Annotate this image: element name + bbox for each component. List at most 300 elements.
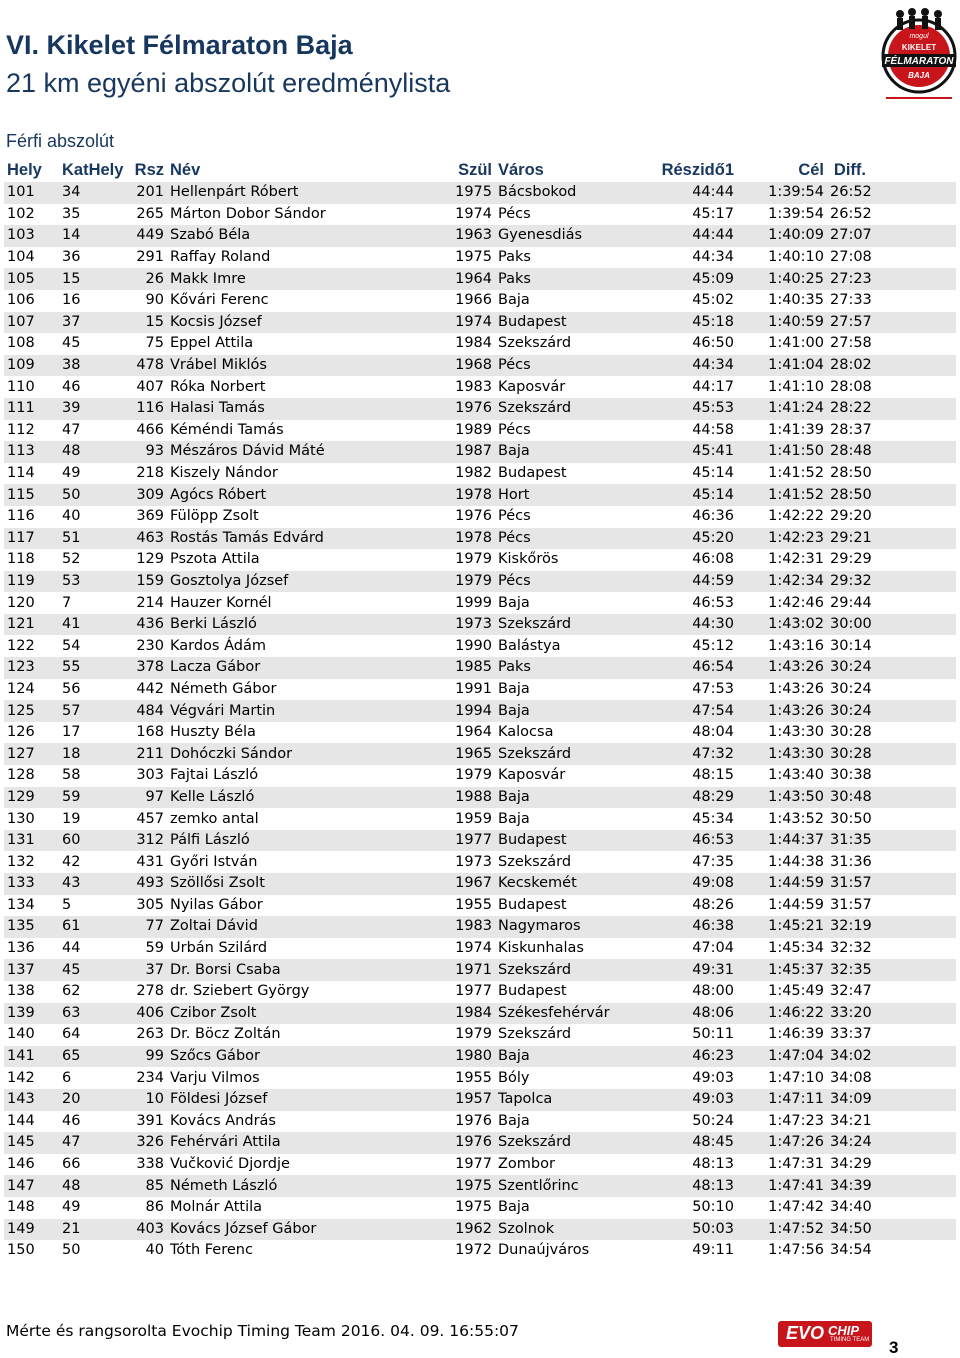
cell-varos: Budapest (498, 983, 567, 1000)
table-row (4, 743, 956, 765)
cell-cel: 1:41:39 (768, 421, 824, 438)
table-row (4, 765, 956, 787)
results-table (4, 158, 956, 1262)
cell-rsz: 493 (115, 873, 167, 895)
cell-varos: Dunaújváros (498, 1242, 590, 1259)
cell-varos: Szekszárd (495, 743, 623, 765)
cell-szul: 1968 (433, 355, 495, 377)
cell-cel: 1:44:37 (737, 830, 827, 852)
cell-rsz: 466 (136, 421, 164, 438)
cell-kathely: 17 (62, 724, 81, 741)
cell-reszido1: 48:13 (623, 1175, 737, 1197)
cell-diff: 26:52 (830, 205, 872, 222)
cell-varos: Szekszárd (498, 1026, 572, 1043)
cell-cel: 1:43:26 (737, 700, 827, 722)
cell-hely: 111 (4, 398, 59, 420)
cell-hely: 101 (4, 182, 59, 204)
cell-kathely: 61 (59, 916, 115, 938)
cell-szul: 1983 (455, 378, 492, 395)
cell-rsz: 234 (136, 1069, 164, 1086)
cell-kathely: 45 (62, 335, 81, 352)
cell-reszido1: 48:00 (692, 983, 734, 1000)
cell-rsz: 129 (136, 551, 164, 568)
cell-diff: 33:20 (827, 1003, 956, 1025)
cell-nev: Kardos Ádám (170, 637, 266, 654)
cell-nev: Dr. Böcz Zoltán (170, 1026, 281, 1043)
cell-reszido1: 50:03 (623, 1219, 737, 1241)
cell-szul: 1985 (433, 657, 495, 679)
cell-varos: Szekszárd (495, 614, 623, 636)
table-row (4, 182, 956, 204)
cell-cel: 1:47:41 (737, 1175, 827, 1197)
cell-hely: 118 (7, 551, 35, 568)
cell-cel: 1:44:59 (768, 896, 824, 913)
table-row (4, 1197, 956, 1219)
cell-rsz: 309 (115, 484, 167, 506)
cell-cel: 1:43:30 (737, 743, 827, 765)
footer-text: Mérte és rangsorolta Evochip Timing Team 2016. 04. 09. 16:55:07 (6, 1322, 519, 1340)
cell-szul: 1966 (455, 292, 492, 309)
table-row (4, 938, 956, 960)
cell-nev: Végvári Martin (167, 700, 433, 722)
table-row (4, 787, 956, 809)
cell-reszido1: 45:41 (623, 441, 737, 463)
cell-cel: 1:41:52 (737, 484, 827, 506)
cell-szul: 1978 (433, 484, 495, 506)
evochip-brand-chip: CHIP (828, 1323, 860, 1338)
cell-hely: 149 (4, 1219, 59, 1241)
cell-nev: Pszota Attila (170, 551, 260, 568)
cell-kathely: 46 (62, 1112, 81, 1129)
cell-rsz: 312 (115, 830, 167, 852)
cell-cel: 1:41:00 (768, 335, 824, 352)
cell-szul: 1957 (433, 1089, 495, 1111)
cell-szul: 1974 (433, 312, 495, 334)
cell-hely: 135 (4, 916, 59, 938)
cell-varos: Pécs (498, 508, 531, 525)
cell-diff: 28:50 (830, 465, 872, 482)
cell-varos: Kiskunhalas (498, 940, 584, 957)
cell-nev: Szöllősi Zsolt (167, 873, 433, 895)
cell-szul: 1963 (433, 225, 495, 247)
cell-nev: Fajtai László (170, 767, 259, 784)
cell-rsz: 168 (136, 724, 164, 741)
cell-cel: 1:47:52 (737, 1219, 827, 1241)
table-row (4, 463, 956, 485)
cell-kathely: 18 (59, 743, 115, 765)
cell-kathely: 44 (62, 940, 81, 957)
cell-kathely: 34 (59, 182, 115, 204)
cell-diff: 31:57 (830, 896, 872, 913)
cell-varos: Baja (495, 1046, 623, 1068)
cell-diff: 30:24 (827, 700, 956, 722)
cell-rsz: 214 (136, 594, 164, 611)
cell-szul: 1955 (455, 1069, 492, 1086)
cell-cel: 1:44:38 (768, 853, 824, 870)
logo-line2: FÉLMARATON (884, 56, 954, 67)
cell-reszido1: 45:14 (692, 465, 734, 482)
table-row (4, 225, 956, 247)
cell-rsz: 218 (136, 465, 164, 482)
cell-nev: Hellenpárt Róbert (167, 182, 433, 204)
cell-szul: 1971 (433, 959, 495, 981)
cell-rsz: 431 (136, 853, 164, 870)
cell-hely: 142 (7, 1069, 35, 1086)
cell-szul: 1962 (433, 1219, 495, 1241)
cell-cel: 1:40:09 (737, 225, 827, 247)
cell-cel: 1:43:16 (768, 637, 824, 654)
cell-hely: 134 (7, 896, 35, 913)
cell-reszido1: 44:34 (623, 355, 737, 377)
cell-kathely: 55 (59, 657, 115, 679)
cell-nev: Földesi József (167, 1089, 433, 1111)
cell-cel: 1:40:59 (737, 312, 827, 334)
cell-rsz: 265 (136, 205, 164, 222)
cell-hely: 150 (7, 1242, 35, 1259)
cell-reszido1: 45:18 (623, 312, 737, 334)
event-logo (880, 4, 958, 104)
cell-hely: 107 (4, 312, 59, 334)
table-row (4, 376, 956, 398)
cell-nev: Rostás Tamás Edvárd (167, 528, 433, 550)
cell-szul: 1977 (455, 1156, 492, 1173)
cell-nev: Róka Norbert (170, 378, 266, 395)
cell-reszido1: 48:26 (692, 896, 734, 913)
cell-cel: 1:42:23 (737, 528, 827, 550)
cell-hely: 137 (4, 959, 59, 981)
cell-kathely: 56 (62, 680, 81, 697)
cell-diff: 30:28 (827, 743, 956, 765)
cell-diff: 30:24 (830, 680, 872, 697)
table-row (4, 204, 956, 226)
cell-nev: Szőcs Gábor (167, 1046, 433, 1068)
cell-kathely: 5 (62, 896, 72, 913)
cell-nev: Szabó Béla (167, 225, 433, 247)
cell-diff: 28:08 (830, 378, 872, 395)
cell-reszido1: 48:15 (692, 767, 734, 784)
cell-szul: 1987 (433, 441, 495, 463)
cell-szul: 1989 (455, 421, 492, 438)
cell-szul: 1974 (455, 205, 492, 222)
cell-reszido1: 47:53 (692, 680, 734, 697)
table-row (4, 635, 956, 657)
page-subtitle: 21 km egyéni abszolút eredménylista (6, 68, 451, 98)
cell-varos: Nagymaros (495, 916, 623, 938)
cell-diff: 32:32 (830, 940, 872, 957)
cell-hely: 128 (7, 767, 35, 784)
table-row (4, 1219, 956, 1241)
cell-hely: 114 (7, 465, 35, 482)
cell-cel: 1:41:24 (737, 398, 827, 420)
cell-hely: 124 (7, 680, 35, 697)
table-header-row (4, 158, 956, 182)
cell-kathely: 57 (59, 700, 115, 722)
cell-cel: 1:46:22 (737, 1003, 827, 1025)
cell-kathely: 14 (59, 225, 115, 247)
table-row (4, 722, 956, 744)
logo-line1: KIKELET (901, 43, 937, 52)
cell-kathely: 49 (62, 1199, 81, 1216)
cell-kathely: 51 (59, 528, 115, 550)
cell-cel: 1:42:34 (737, 571, 827, 593)
cell-kathely: 35 (62, 205, 81, 222)
table-row (4, 830, 956, 852)
cell-diff: 29:21 (827, 528, 956, 550)
cell-kathely: 37 (59, 312, 115, 334)
cell-diff: 34:54 (830, 1242, 872, 1259)
table-row (4, 1240, 956, 1262)
cell-szul: 1974 (455, 940, 492, 957)
cell-varos: Kalocsa (498, 724, 554, 741)
cell-hely: 146 (7, 1156, 35, 1173)
cell-szul: 1979 (455, 767, 492, 784)
cell-reszido1: 45:53 (623, 398, 737, 420)
cell-diff: 32:47 (830, 983, 872, 1000)
cell-varos: Szekszárd (495, 959, 623, 981)
cell-hely: 136 (7, 940, 35, 957)
cell-nev: Dr. Borsi Csaba (167, 959, 433, 981)
cell-rsz: 484 (115, 700, 167, 722)
table-row (4, 1003, 956, 1025)
cell-szul: 1979 (433, 571, 495, 593)
cell-nev: Vrábel Miklós (167, 355, 433, 377)
cell-szul: 1979 (455, 551, 492, 568)
cell-kathely: 48 (59, 441, 115, 463)
cell-rsz: 10 (115, 1089, 167, 1111)
cell-hely: 115 (4, 484, 59, 506)
cell-nev: Urbán Szilárd (170, 940, 268, 957)
cell-rsz: 407 (136, 378, 164, 395)
cell-szul: 1973 (455, 853, 492, 870)
cell-nev: Márton Dobor Sándor (170, 205, 326, 222)
cell-nev: Fehérvári Attila (167, 1132, 433, 1154)
cell-diff: 32:35 (827, 959, 956, 981)
cell-rsz: 77 (115, 916, 167, 938)
cell-kathely: 54 (62, 637, 81, 654)
cell-hely: 102 (7, 205, 35, 222)
cell-cel: 1:47:23 (768, 1112, 824, 1129)
cell-cel: 1:45:34 (768, 940, 824, 957)
cell-hely: 122 (7, 637, 35, 654)
col-header-hely: Hely (7, 160, 42, 179)
cell-varos: Szekszárd (498, 335, 572, 352)
table-row (4, 441, 956, 463)
table-row (4, 1175, 956, 1197)
cell-cel: 1:40:25 (737, 268, 827, 290)
cell-rsz: 406 (115, 1003, 167, 1025)
cell-nev: Vučković Djordje (170, 1156, 290, 1173)
cell-diff: 29:44 (830, 594, 872, 611)
table-row (4, 1154, 956, 1176)
cell-cel: 1:43:52 (768, 810, 824, 827)
cell-varos: Baja (495, 787, 623, 809)
cell-cel: 1:43:30 (768, 724, 824, 741)
cell-reszido1: 49:03 (692, 1069, 734, 1086)
cell-rsz: 37 (115, 959, 167, 981)
cell-rsz: 86 (145, 1199, 164, 1216)
cell-varos: Pécs (498, 205, 531, 222)
cell-reszido1: 44:44 (623, 225, 737, 247)
cell-reszido1: 50:11 (692, 1026, 734, 1043)
cell-diff: 30:50 (830, 810, 872, 827)
cell-cel: 1:44:59 (737, 873, 827, 895)
cell-varos: Szekszárd (495, 398, 623, 420)
cell-nev: dr. Sziebert György (170, 983, 310, 1000)
table-row (4, 549, 956, 571)
col-header-rsz: Rsz (134, 160, 164, 179)
cell-nev: Kelle László (167, 787, 433, 809)
cell-szul: 1973 (433, 614, 495, 636)
cell-cel: 1:43:02 (737, 614, 827, 636)
cell-hely: 129 (4, 787, 59, 809)
cell-kathely: 43 (59, 873, 115, 895)
cell-cel: 1:39:54 (768, 205, 824, 222)
cell-cel: 1:47:10 (768, 1069, 824, 1086)
cell-reszido1: 45:09 (623, 268, 737, 290)
cell-szul: 1988 (433, 787, 495, 809)
cell-hely: 147 (4, 1175, 59, 1197)
cell-rsz: 230 (136, 637, 164, 654)
cell-reszido1: 48:04 (692, 724, 734, 741)
cell-varos: Baja (498, 810, 530, 827)
cell-cel: 1:42:22 (768, 508, 824, 525)
cell-diff: 28:50 (827, 484, 956, 506)
table-row (4, 312, 956, 334)
cell-nev: zemko antal (170, 810, 259, 827)
cell-cel: 1:45:21 (737, 916, 827, 938)
cell-rsz: 442 (136, 680, 164, 697)
cell-cel: 1:39:54 (737, 182, 827, 204)
cell-cel: 1:45:37 (737, 959, 827, 981)
cell-kathely: 66 (62, 1156, 81, 1173)
cell-rsz: 369 (136, 508, 164, 525)
cell-cel: 1:47:56 (768, 1242, 824, 1259)
cell-hely: 138 (7, 983, 35, 1000)
table-row (4, 571, 956, 593)
cell-rsz: 90 (145, 292, 164, 309)
cell-diff: 27:33 (830, 292, 872, 309)
cell-nev: Németh Gábor (170, 680, 277, 697)
evochip-brand-sub: TIMING TEAM (830, 1337, 870, 1343)
cell-varos: Baja (498, 1112, 530, 1129)
cell-hely: 143 (4, 1089, 59, 1111)
table-row (4, 895, 956, 917)
cell-cel: 1:40:35 (768, 292, 824, 309)
cell-nev: Berki László (167, 614, 433, 636)
cell-rsz: 303 (136, 767, 164, 784)
cell-nev: Makk Imre (167, 268, 433, 290)
cell-rsz: 338 (136, 1156, 164, 1173)
cell-diff: 34:50 (827, 1219, 956, 1241)
page-title: VI. Kikelet Félmaraton Baja (6, 30, 353, 60)
cell-hely: 133 (4, 873, 59, 895)
cell-szul: 1980 (433, 1046, 495, 1068)
table-row (4, 506, 956, 528)
cell-cel: 1:40:10 (768, 249, 824, 266)
evochip-brand: EVO (786, 1323, 825, 1343)
cell-diff: 27:07 (827, 225, 956, 247)
table-row (4, 916, 956, 938)
col-header-varos: Város (498, 160, 544, 179)
cell-rsz: 85 (115, 1175, 167, 1197)
cell-kathely: 36 (62, 249, 81, 266)
table-row (4, 1111, 956, 1133)
col-header-diff: Diff. (833, 160, 866, 179)
cell-szul: 1964 (433, 268, 495, 290)
cell-reszido1: 45:02 (692, 292, 734, 309)
cell-hely: 132 (7, 853, 35, 870)
cell-diff: 30:38 (830, 767, 872, 784)
cell-varos: Székesfehérvár (495, 1003, 623, 1025)
cell-nev: Kéméndi Tamás (170, 421, 284, 438)
cell-hely: 139 (4, 1003, 59, 1025)
cell-szul: 1977 (455, 983, 492, 1000)
cell-rsz: 403 (115, 1219, 167, 1241)
logo-line3: BAJA (908, 71, 930, 80)
cell-kathely: 52 (62, 551, 81, 568)
cell-cel: 1:47:31 (768, 1156, 824, 1173)
cell-diff: 34:24 (827, 1132, 956, 1154)
cell-reszido1: 49:31 (623, 959, 737, 981)
col-header-nev: Név (170, 160, 201, 179)
table-row (4, 808, 956, 830)
cell-kathely: 6 (62, 1069, 72, 1086)
table-row (4, 679, 956, 701)
cell-rsz: 15 (115, 312, 167, 334)
cell-nev: Németh László (167, 1175, 433, 1197)
cell-nev: Molnár Attila (170, 1199, 263, 1216)
cell-hely: 121 (4, 614, 59, 636)
cell-hely: 112 (7, 421, 35, 438)
cell-hely: 117 (4, 528, 59, 550)
cell-diff: 33:37 (830, 1026, 872, 1043)
cell-diff: 26:52 (827, 182, 956, 204)
cell-diff: 34:08 (830, 1069, 872, 1086)
cell-kathely: 45 (59, 959, 115, 981)
table-row (4, 484, 956, 506)
cell-diff: 29:20 (830, 508, 872, 525)
cell-cel: 1:41:50 (737, 441, 827, 463)
cell-reszido1: 45:17 (692, 205, 734, 222)
cell-rsz: 116 (115, 398, 167, 420)
table-row (4, 528, 956, 550)
cell-reszido1: 48:29 (623, 787, 737, 809)
cell-reszido1: 49:03 (623, 1089, 737, 1111)
cell-reszido1: 49:08 (623, 873, 737, 895)
cell-reszido1: 46:50 (692, 335, 734, 352)
cell-diff: 32:19 (827, 916, 956, 938)
cell-diff: 27:08 (830, 249, 872, 266)
cell-reszido1: 45:20 (623, 528, 737, 550)
cell-diff: 31:36 (830, 853, 872, 870)
cell-szul: 1990 (455, 637, 492, 654)
cell-reszido1: 45:14 (623, 484, 737, 506)
cell-reszido1: 50:10 (692, 1199, 734, 1216)
cell-nev: Kiszely Nándor (170, 465, 278, 482)
cell-varos: Pécs (498, 421, 531, 438)
cell-nev: Kovács András (170, 1112, 276, 1129)
table-row (4, 592, 956, 614)
cell-varos: Szekszárd (498, 853, 572, 870)
cell-cel: 1:47:42 (768, 1199, 824, 1216)
cell-varos: Paks (498, 249, 531, 266)
cell-reszido1: 45:34 (692, 810, 734, 827)
col-header-szul: Szül (458, 160, 492, 179)
cell-szul: 1977 (433, 830, 495, 852)
cell-nev: Zoltai Dávid (167, 916, 433, 938)
cell-reszido1: 50:24 (692, 1112, 734, 1129)
cell-varos: Hort (495, 484, 623, 506)
